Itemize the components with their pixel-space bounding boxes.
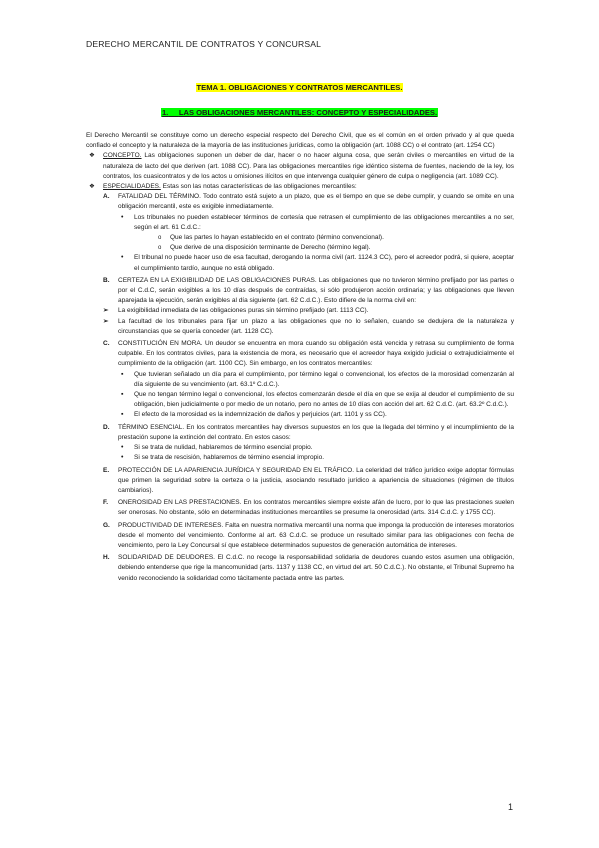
subsection-title-text: LAS OBLIGACIONES MERCANTILES: CONCEPTO Y ESPECIALIDADES.	[178, 108, 438, 117]
item-a-bullet-2	[86, 253, 514, 273]
item-marker: C.	[103, 340, 110, 348]
arrow-bullet-icon: ➢	[103, 317, 109, 325]
item-marker: F.	[103, 499, 109, 507]
item-c	[86, 339, 514, 370]
item-b-bullet-1	[86, 306, 514, 316]
bullet-icon: •	[121, 454, 124, 462]
item-marker: H.	[103, 554, 110, 562]
item-e-text: PROTECCIÓN DE LA APARIENCIA JURÍDICA Y SEGURIDAD EN EL TRÁFICO. La celeridad del tráfico jurídico exige adoptar fórmulas que primen la seguridad sobre la certeza o la justicia, asociando resultado jurídico a apariencia de situaciones (régimen de títulos cambiarios).	[118, 466, 514, 494]
item-a-bullet-1	[86, 213, 514, 233]
item-c-bullet-3	[86, 410, 514, 420]
item-c-bullet-2	[86, 390, 514, 410]
intro-paragraph: El Derecho Mercantil se constituye como un derecho especial respecto del Derecho Civil, que es el común en el orden privado y al que queda confiado el concepto y la naturaleza de la mayoría de las instituciones jurídicas, como la obligación (art. 1088 CC) o el contrato (art. 1254 CC)	[86, 132, 514, 150]
item-h	[86, 553, 514, 584]
circle-bullet-icon: o	[158, 245, 162, 252]
item-b	[86, 276, 514, 307]
item-b-bullet-2-text: La facultad de los tribunales para fijar un plazo a las obligaciones que no lo señalen, cuando se dedujera de la naturaleza y circunstancias que se quería conceder (art. 1128 CC).	[118, 317, 514, 335]
item-a-bullet-1-text: Los tribunales no pueden establecer términos de cortesía que retrasen el cumplimiento de las obligaciones mercantiles a no ser, según el art. 61 C.d.C.:	[134, 213, 514, 231]
document-body	[86, 131, 514, 584]
item-d-bullet-2-text: Si se trata de rescisión, hablaremos de término esencial impropio.	[134, 454, 325, 462]
item-c-text: CONSTITUCIÓN EN MORA. Un deudor se encuentra en mora cuando su obligación está vencida y retrasa su cumplimiento de forma culpable. En los contratos civiles, para la existencia de mora, es necesario que el acreedor haya exigido judicial o extrajudicialmente el cumplimiento de la obligación (art. 1100 CC). Sin embargo, en los contratos mercantiles:	[118, 340, 514, 368]
page-number: 1	[507, 802, 513, 812]
item-f-text: ONEROSIDAD EN LAS PRESTACIONES. En los contratos mercantiles siempre existe afán de lucro, por lo que las prestaciones suelen ser onerosas. No obstante, sólo en determinadas instituciones mercantiles se presume la onerosidad (arts. 314 C.d.C. y 1755 CC).	[118, 499, 514, 517]
item-c-bullet-1-text: Que tuvieran señalado un día para el cumplimiento, por término legal o convencional, los efectos de la morosidad comenzarán al día siguiente de su vencimiento (art. 63.1º C.d.C.).	[134, 370, 514, 388]
item-d	[86, 423, 514, 443]
square-bullet-icon: ▪	[121, 370, 124, 378]
bullet-icon: •	[121, 254, 124, 262]
diamond-bullet-icon: ❖	[89, 183, 95, 191]
item-a	[86, 192, 514, 212]
item-e	[86, 466, 514, 497]
item-a-bullet-2-text: El tribunal no puede hacer uso de esa facultad, derogando la norma civil (art. 1124.3 CC), pero el acreedor podrá, si quiere, aceptar el cumplimiento tardío, aunque no está obligado.	[134, 254, 514, 272]
square-bullet-icon: ▪	[121, 411, 124, 419]
item-a-text: FATALIDAD DEL TÉRMINO. Todo contrato está sujeto a un plazo, que es el tiempo en que se debe cumplir, y cuando se omite en una obligación mercantil, este es exigible inmediatamente.	[118, 193, 514, 211]
item-c-bullet-2-text: Que no tengan término legal o convencional, los efectos comenzarán desde el día en que se exija al deudor el cumplimiento de su obligación, bien judicialmente o por medio de un notario, pero no antes de 10 días con acción del art. 62 C.d.C. (art. 63.2º C.d.C.).	[134, 391, 514, 409]
item-marker: B.	[103, 276, 110, 284]
item-g	[86, 521, 514, 552]
concepto-item	[86, 151, 514, 182]
item-d-text: TÉRMINO ESENCIAL. En los contratos mercantiles hay diversos supuestos en los que la llegada del término y el incumplimiento de la prestación supone la extinción del contrato. En estos casos:	[118, 423, 514, 441]
item-b-bullet-1-text: La exigibilidad inmediata de las obligaciones puras sin término prefijado (art. 1113 CC).	[118, 307, 369, 315]
item-marker: G.	[103, 521, 110, 529]
item-a-sub-2-text: Que derive de una disposición terminante de Derecho (término legal).	[170, 244, 371, 252]
section-title-text: TEMA 1. OBLIGACIONES Y CONTRATOS MERCANTILES.	[196, 83, 403, 92]
concepto-label: CONCEPTO.	[103, 152, 142, 160]
arrow-bullet-icon: ➢	[103, 307, 109, 315]
running-header: DERECHO MERCANTIL DE CONTRATOS Y CONCURSAL	[86, 39, 322, 49]
subsection-number: 1. LAS OBLIGACIONES MERCANTILES: CONCEPTO Y ESPECIALIDADES.	[161, 108, 438, 117]
bullet-icon: •	[121, 444, 124, 452]
item-d-bullet-1	[86, 443, 514, 453]
bullet-icon: •	[121, 213, 124, 221]
item-b-text: CERTEZA EN LA EXIGIBILIDAD DE LAS OBLIGACIONES PURAS. Las obligaciones que no tuvieron término prefijado por las partes o por el C.d.C, serán exigibles a los 10 días después de contraídas, si sólo produjeron acción ordinaria; y las obligaciones que lleven aparejada la ejecución, serán exigibles al día siguiente (art. 62 C.d.C.). Esto difiere de la norma civil en:	[118, 276, 514, 305]
item-c-bullet-3-text: El efecto de la morosidad es la indemnización de daños y perjuicios (art. 1101 y ss CC).	[134, 411, 387, 419]
square-bullet-icon: ▪	[121, 391, 124, 399]
especialidades-label: ESPECIALIDADES.	[103, 183, 161, 191]
item-a-sub-2	[86, 243, 514, 253]
item-g-text: PRODUCTIVIDAD DE INTERESES. Falta en nuestra normativa mercantil una norma que imponga la producción de intereses moratorios desde el momento del vencimiento. Conforme al art. 63 C.d.C. se produce un resultado similar para las obligaciones con fecha de vencimiento, pero la Ley Concursal sí que establece determinados supuestos de generación automática de intereses.	[118, 521, 514, 549]
item-a-sub-1-text: Que las partes lo hayan establecido en el contrato (término convencional).	[170, 234, 384, 242]
concepto-text: Las obligaciones suponen un deber de dar, hacer o no hacer alguna cosa, que serán civiles o mercantiles en virtud de la naturaleza de lacto del que deriven (art. 1088 CC). Para las obligaciones mercantiles rige idéntico sistema de fuentes, naciendo de la ley, los contratos, los cuasicontratos y de los actos u omisiones ilícitos en que intervenga cualquier género de culpa o negligencia (art. 1089 CC).	[103, 152, 514, 180]
item-d-bullet-2	[86, 453, 514, 463]
item-marker: D.	[103, 423, 110, 431]
section-title	[0, 83, 599, 93]
item-h-text: SOLIDARIDAD DE DEUDORES. El C.d.C. no recoge la responsabilidad solidaria de deudores cuando estos asumen una obligación, debiendo entenderse que rige la mancomunidad (arts. 1137 y 1138 CC, en virtud del art. 50 C.d.C.). No obstante, el Tribunal Supremo ha venido reconociendo la solidaridad como tácitamente pactada entre las partes.	[118, 554, 514, 582]
diamond-bullet-icon: ❖	[89, 152, 95, 160]
item-marker: E.	[103, 466, 110, 474]
item-f	[86, 498, 514, 518]
circle-bullet-icon: o	[158, 235, 162, 242]
subsection-title	[0, 108, 599, 118]
especialidades-text: Estas son las notas características de las obligaciones mercantiles:	[160, 183, 357, 191]
item-a-sub-1	[86, 233, 514, 243]
item-marker: A.	[103, 193, 110, 201]
item-d-bullet-1-text: Si se trata de nulidad, hablaremos de término esencial propio.	[134, 444, 313, 452]
item-c-bullet-1	[86, 370, 514, 390]
item-b-bullet-2	[86, 317, 514, 337]
especialidades-item	[86, 182, 514, 192]
